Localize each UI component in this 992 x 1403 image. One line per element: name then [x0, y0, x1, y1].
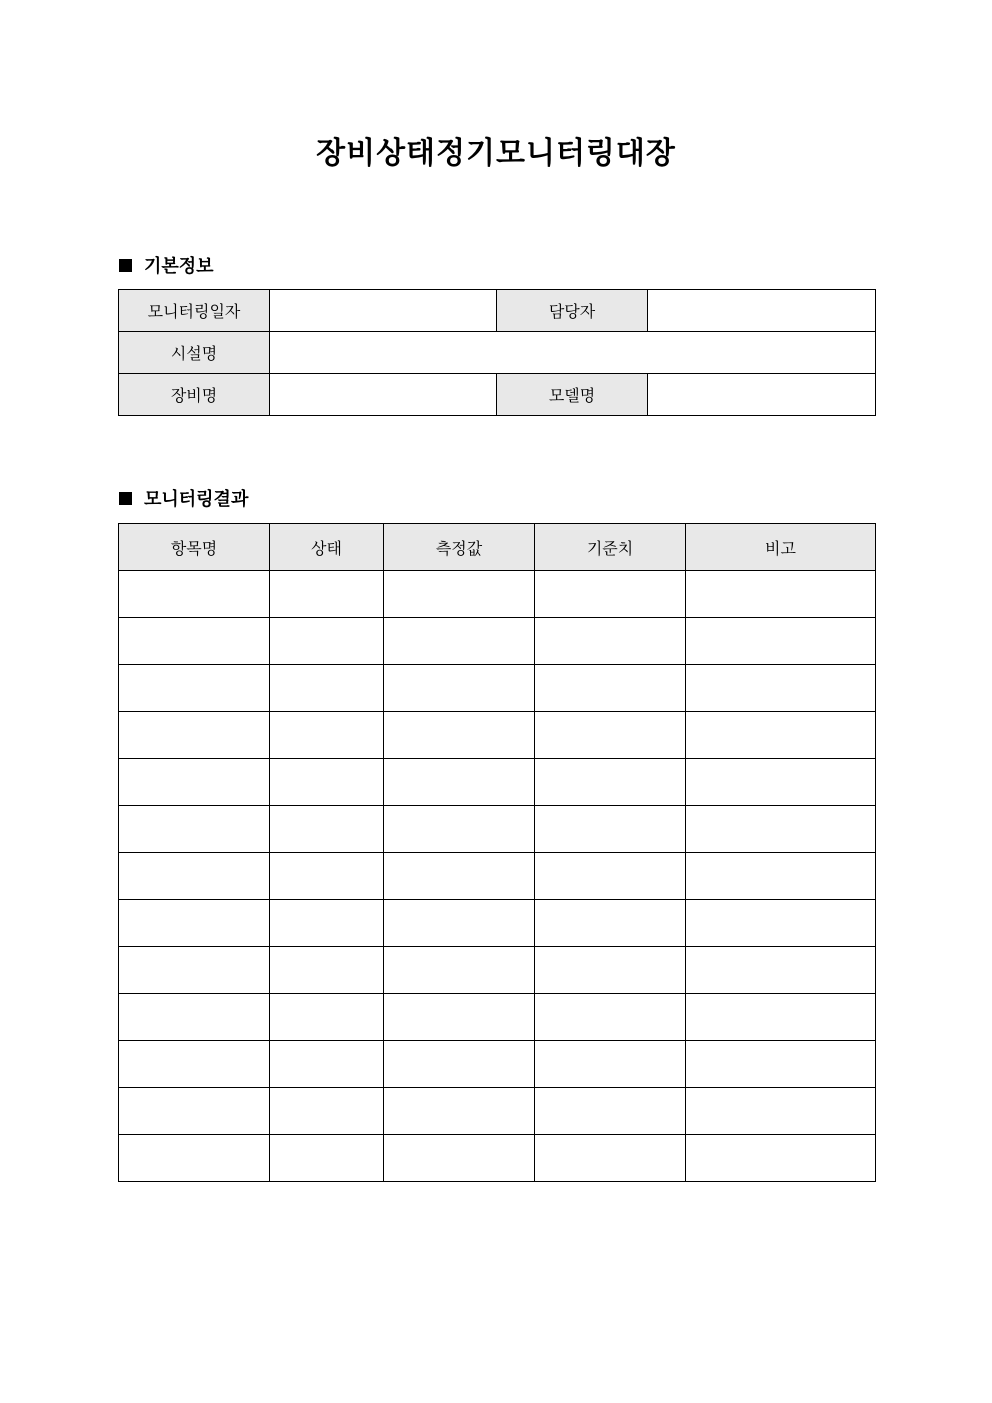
column-header-standard-value: 기준치 [535, 524, 686, 571]
status-cell[interactable] [270, 1135, 384, 1182]
item-name-cell[interactable] [119, 618, 270, 665]
info-row-monitoring-date [119, 290, 876, 332]
basic-info-heading [119, 253, 214, 277]
status-cell[interactable] [270, 571, 384, 618]
remarks-cell[interactable] [686, 947, 876, 994]
standard-value-cell[interactable] [535, 1088, 686, 1135]
standard-value-cell[interactable] [535, 1135, 686, 1182]
item-name-cell[interactable] [119, 947, 270, 994]
measured-value-cell[interactable] [384, 712, 535, 759]
document-title: 장비상태정기모니터링대장 [316, 136, 676, 171]
status-cell[interactable] [270, 853, 384, 900]
table-row [119, 1088, 876, 1135]
model-name-label: 모델명 [497, 374, 648, 416]
remarks-cell[interactable] [686, 665, 876, 712]
measured-value-cell[interactable] [384, 759, 535, 806]
standard-value-cell[interactable] [535, 900, 686, 947]
standard-value-cell[interactable] [535, 618, 686, 665]
standard-value-cell[interactable] [535, 571, 686, 618]
item-name-cell[interactable] [119, 571, 270, 618]
measured-value-cell[interactable] [384, 947, 535, 994]
square-bullet-icon [119, 492, 132, 505]
results-heading-text: 모니터링결과 [144, 489, 249, 510]
remarks-cell[interactable] [686, 1041, 876, 1088]
measured-value-cell[interactable] [384, 618, 535, 665]
item-name-cell[interactable] [119, 712, 270, 759]
manager-field[interactable] [648, 290, 876, 332]
measured-value-cell[interactable] [384, 665, 535, 712]
standard-value-cell[interactable] [535, 853, 686, 900]
facility-name-field[interactable] [270, 332, 876, 374]
remarks-cell[interactable] [686, 759, 876, 806]
basic-info-heading-text: 기본정보 [144, 256, 214, 277]
info-row-facility [119, 332, 876, 374]
status-cell[interactable] [270, 947, 384, 994]
column-header-item-name: 항목명 [119, 524, 270, 571]
item-name-cell[interactable] [119, 994, 270, 1041]
column-header-status: 상태 [270, 524, 384, 571]
item-name-cell[interactable] [119, 806, 270, 853]
measured-value-cell[interactable] [384, 853, 535, 900]
item-name-cell[interactable] [119, 759, 270, 806]
standard-value-cell[interactable] [535, 712, 686, 759]
table-row [119, 806, 876, 853]
status-cell[interactable] [270, 806, 384, 853]
table-row [119, 900, 876, 947]
standard-value-cell[interactable] [535, 994, 686, 1041]
table-row [119, 712, 876, 759]
status-cell[interactable] [270, 994, 384, 1041]
item-name-cell[interactable] [119, 1135, 270, 1182]
column-header-remarks: 비고 [686, 524, 876, 571]
status-cell[interactable] [270, 712, 384, 759]
item-name-cell[interactable] [119, 900, 270, 947]
table-row [119, 571, 876, 618]
item-name-cell[interactable] [119, 1088, 270, 1135]
standard-value-cell[interactable] [535, 806, 686, 853]
monitoring-results-table [118, 523, 876, 1182]
table-row [119, 853, 876, 900]
square-bullet-icon [119, 259, 132, 272]
results-body [119, 571, 876, 1182]
status-cell[interactable] [270, 1088, 384, 1135]
item-name-cell[interactable] [119, 1041, 270, 1088]
standard-value-cell[interactable] [535, 947, 686, 994]
measured-value-cell[interactable] [384, 1041, 535, 1088]
item-name-cell[interactable] [119, 853, 270, 900]
measured-value-cell[interactable] [384, 571, 535, 618]
table-row [119, 1041, 876, 1088]
remarks-cell[interactable] [686, 806, 876, 853]
table-row [119, 618, 876, 665]
monitoring-date-label: 모니터링일자 [119, 290, 270, 332]
standard-value-cell[interactable] [535, 759, 686, 806]
basic-info-table [118, 289, 876, 416]
manager-label: 담당자 [497, 290, 648, 332]
remarks-cell[interactable] [686, 712, 876, 759]
table-row [119, 665, 876, 712]
table-row [119, 759, 876, 806]
status-cell[interactable] [270, 900, 384, 947]
monitoring-date-field[interactable] [270, 290, 497, 332]
column-header-measured-value: 측정값 [384, 524, 535, 571]
results-heading [119, 486, 248, 510]
measured-value-cell[interactable] [384, 1135, 535, 1182]
facility-name-label: 시설명 [119, 332, 270, 374]
table-row [119, 947, 876, 994]
standard-value-cell[interactable] [535, 665, 686, 712]
remarks-cell[interactable] [686, 853, 876, 900]
remarks-cell[interactable] [686, 900, 876, 947]
equipment-name-field[interactable] [270, 374, 497, 416]
remarks-cell[interactable] [686, 1088, 876, 1135]
standard-value-cell[interactable] [535, 1041, 686, 1088]
measured-value-cell[interactable] [384, 994, 535, 1041]
remarks-cell[interactable] [686, 571, 876, 618]
item-name-cell[interactable] [119, 665, 270, 712]
measured-value-cell[interactable] [384, 900, 535, 947]
status-cell[interactable] [270, 1041, 384, 1088]
status-cell[interactable] [270, 759, 384, 806]
status-cell[interactable] [270, 618, 384, 665]
remarks-cell[interactable] [686, 618, 876, 665]
status-cell[interactable] [270, 665, 384, 712]
measured-value-cell[interactable] [384, 806, 535, 853]
measured-value-cell[interactable] [384, 1088, 535, 1135]
model-name-field[interactable] [648, 374, 876, 416]
info-row-equipment [119, 374, 876, 416]
table-row [119, 994, 876, 1041]
results-header-row [119, 524, 876, 571]
remarks-cell[interactable] [686, 994, 876, 1041]
equipment-name-label: 장비명 [119, 374, 270, 416]
table-row [119, 1135, 876, 1182]
remarks-cell[interactable] [686, 1135, 876, 1182]
